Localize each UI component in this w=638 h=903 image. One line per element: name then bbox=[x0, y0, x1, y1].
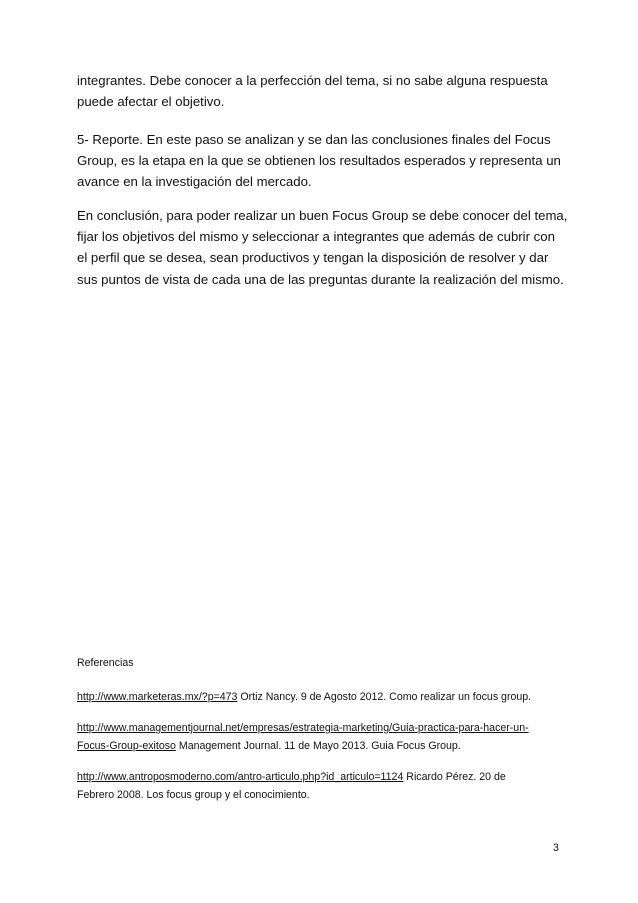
reference-line bbox=[77, 769, 567, 787]
reference-item-marketeras bbox=[77, 689, 567, 707]
text-line: el perfil que se desea, sean productivos y tengan la disposición de resolver y dar bbox=[77, 250, 549, 266]
text-line: 5- Reporte. En este paso se analizan y se dan las conclusiones finales del Focus bbox=[77, 132, 551, 147]
reference-item-antroposmoderno bbox=[77, 769, 567, 804]
reference-line bbox=[77, 720, 567, 738]
paragraph-team-knowledge bbox=[77, 70, 567, 112]
text-line: fijar los objetivos del mismo y seleccionar a integrantes que además de cubrir con bbox=[77, 229, 555, 245]
reference-citation: Management Journal. 11 de Mayo 2013. Guia Focus Group. bbox=[175, 739, 461, 752]
text-line: avance en la investigación del mercado. bbox=[77, 174, 312, 190]
reference-link-managementjournal[interactable]: http://www.managementjournal.net/empresas/estrategia-marketing/Guia-practica-para-hacer-un- bbox=[77, 722, 529, 734]
reference-link-antroposmoderno[interactable]: http://www.antroposmoderno.com/antro-articulo.php?id_articulo=1124 bbox=[77, 771, 404, 783]
text-line: En conclusión, para poder realizar un buen Focus Group se debe conocer del tema, bbox=[77, 208, 568, 223]
paragraph-conclusion bbox=[77, 205, 567, 290]
text-line: Group, es la etapa en la que se obtienen los resultados esperados y representa un bbox=[77, 153, 561, 169]
reference-item-managementjournal bbox=[77, 720, 567, 755]
reference-line bbox=[77, 689, 567, 707]
reference-citation: Ortiz Nancy. 9 de Agosto 2012. Como realizar un focus group. bbox=[237, 691, 532, 703]
reference-citation: Ricardo Pérez. 20 de bbox=[403, 771, 506, 783]
text-line: integrantes. Debe conocer a la perfección del tema, si no sabe alguna respuesta bbox=[77, 73, 548, 88]
reference-line: Febrero 2008. Los focus group y el conocimiento. bbox=[77, 788, 310, 801]
reference-line bbox=[77, 738, 567, 756]
page-number: 3 bbox=[553, 842, 559, 854]
references-heading-text: Referencias bbox=[77, 657, 134, 669]
text-line: puede afectar el objetivo. bbox=[77, 94, 225, 110]
reference-link-marketeras[interactable]: http://www.marketeras.mx/?p=473 bbox=[77, 691, 238, 703]
references-heading bbox=[77, 655, 567, 673]
paragraph-step-5-report bbox=[77, 129, 567, 193]
reference-link-managementjournal-continued[interactable]: Focus-Group-exitoso bbox=[77, 739, 176, 752]
text-line: sus puntos de vista de cada una de las preguntas durante la realización del mismo. bbox=[77, 271, 564, 287]
